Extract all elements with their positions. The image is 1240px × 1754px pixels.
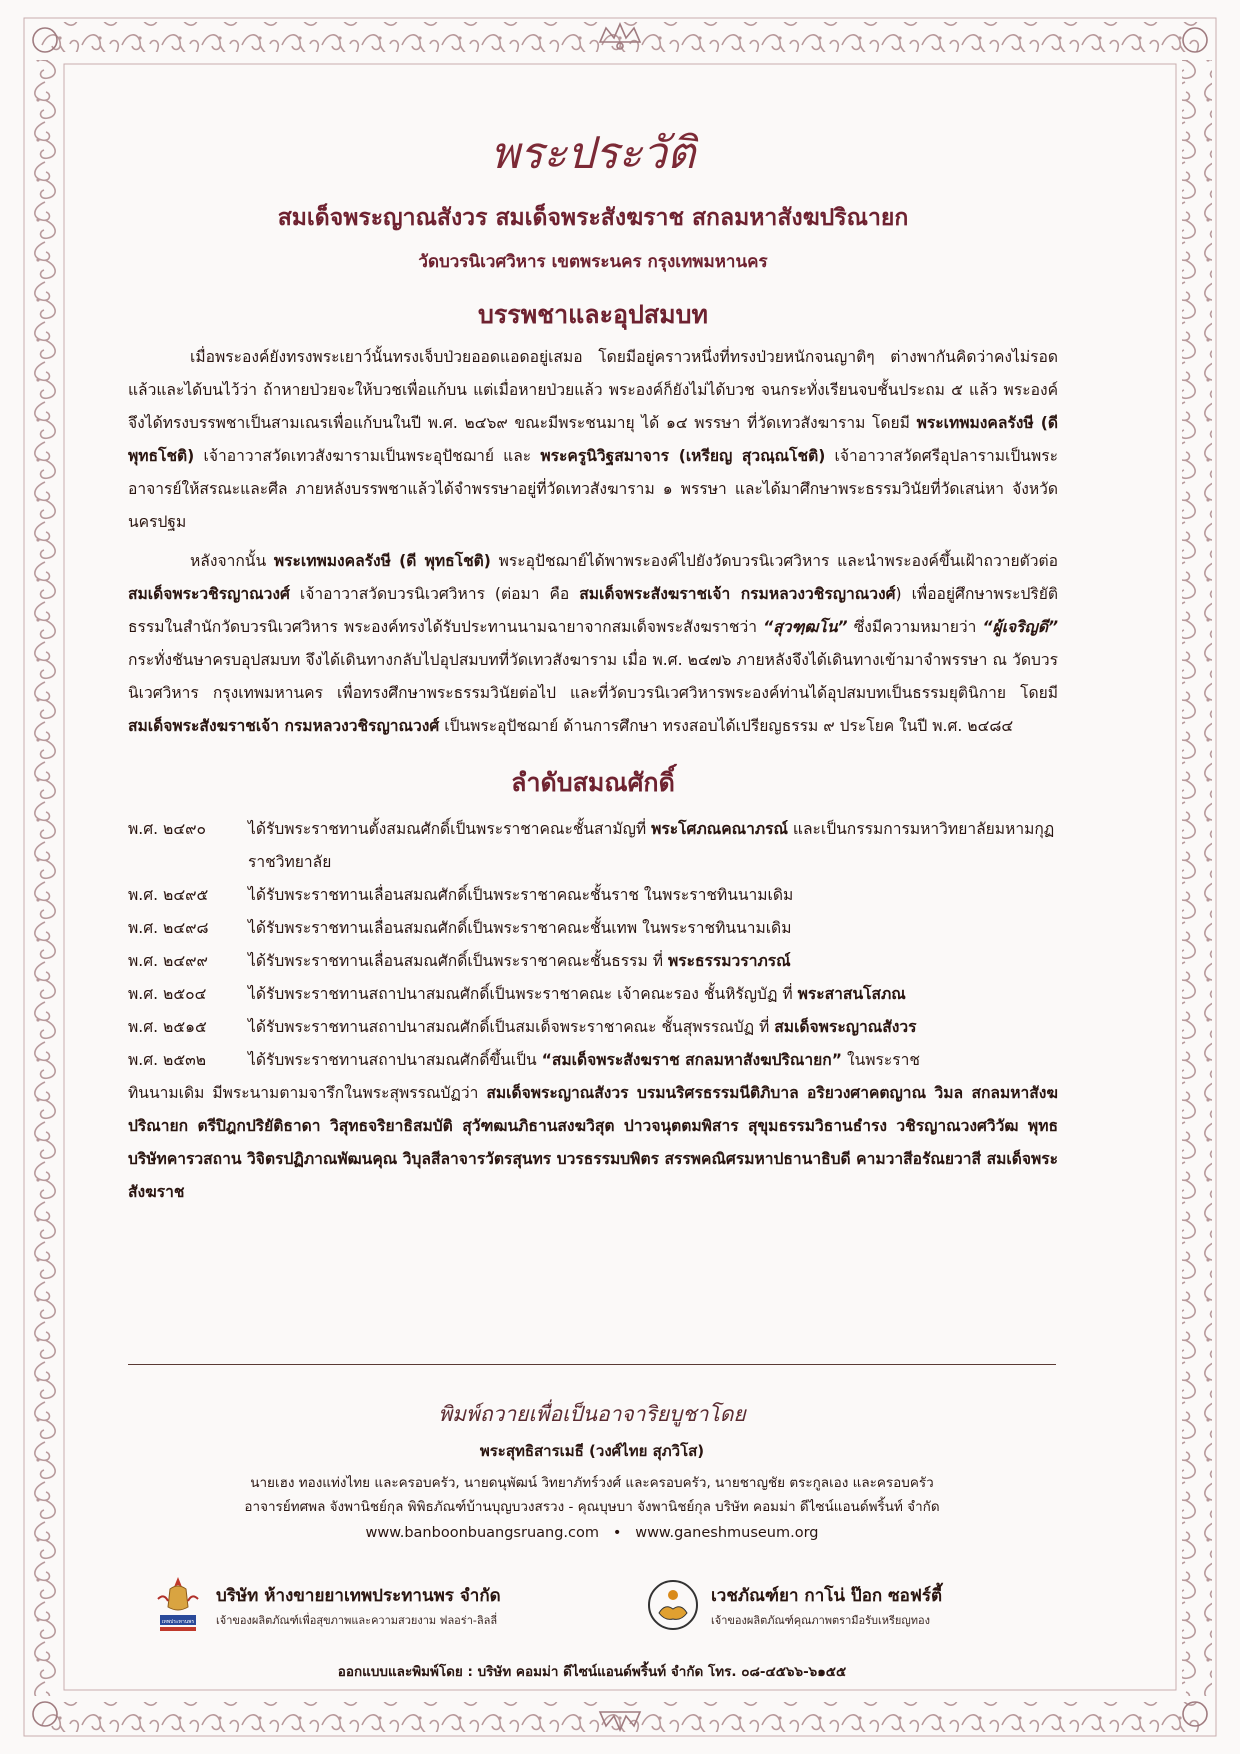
bold-name-text: พระครูนิวิฐสมาจาร (เหรียญ สุวณฺณโชติ) <box>540 447 826 466</box>
company-2-name: เวชภัณฑ์ยา กาโน่ ป๊อก ซอฟร์ตี้ <box>711 1585 943 1606</box>
bold-name-text: พระเทพมงคลรังษี (ดี พุทธโชติ) <box>128 414 1059 466</box>
bold-name-text: สมเด็จพระวชิรญาณวงศ์ <box>128 585 290 604</box>
body-text: เป็นพระอุปัชฌาย์ ด้านการศึกษา ทรงสอบได้เปรียญธรรม ๙ ประโยค ในปี พ.ศ. ๒๔๘๔ <box>439 717 1014 736</box>
company-1-name: บริษัท ห้างขายยาเทพประทานพร จำกัด <box>216 1585 501 1606</box>
body-text: ได้รับพระราชทานตั้งสมณศักดิ์เป็นพระราชาคณะชั้นสามัญที่ <box>248 820 652 839</box>
company-1-description: เจ้าของผลิตภัณฑ์เพื่อสุขภาพและความสวยงาม ฟลอร่า-ลิลลี่ <box>216 1613 498 1627</box>
bold-name-text: สมเด็จพระญาณสังวร บรมนริศรธรรมนีติภิบาล อริยวงศาคตญาณ วิมล สกลมหาสังฆปริณายก ตรีปิฎกปริยัติธาดา วิสุทธจริยาธิสมบัติ สุวัฑฒนภิธานสงฆวิสุต ปาวจนุตตมพิสาร สุขุมธรรมวิธานธำรง วชิรญาณวงศวิวัฒ พุทธบริษัทคารวสถาน วิจิตรปฏิภาณพัฒนคุณ วิบุลสีลาจารวัตรสุนทร บวรธรรมบพิตร สรรพคณิศรมหาปธานาธิบดี คามวาสีอรัณยวาสี สมเด็จพระสังฆราช <box>128 1084 1058 1202</box>
body-text: ได้รับพระราชทานเลื่อนสมณศักดิ์เป็นพระราชาคณะชั้นธรรม ที่ <box>248 952 668 971</box>
bold-name-text: สมเด็จพระสังฆราชเจ้า กรมหลวงวชิรญาณวงศ์ <box>579 585 896 604</box>
hands-logo-icon <box>645 1573 701 1637</box>
footer-divider <box>128 1364 1056 1365</box>
body-text: และเป็นกรรมการมหาวิทยาลัยมหามกุฏราชวิทยาลัย <box>248 820 1055 872</box>
website-link[interactable]: www.banboonbuangsruang.com <box>365 1525 599 1541</box>
italic-term-text: “ผู้เจริญดี” <box>982 618 1058 637</box>
rank-text <box>248 912 1058 945</box>
document-body <box>128 130 1058 1209</box>
rank-text <box>248 1011 1058 1044</box>
rank-text <box>248 879 1058 912</box>
website-link[interactable]: www.ganeshmuseum.org <box>635 1525 819 1541</box>
bold-name-text: “สมเด็จพระสังฆราช สกลมหาสังฆปริณายก” <box>541 1051 842 1070</box>
rank-year: พ.ศ. ๒๕๐๔ <box>128 985 207 1004</box>
rank-list <box>128 813 1058 1209</box>
rank-year: พ.ศ. ๒๔๙๙ <box>128 952 208 971</box>
sponsor-logos <box>150 1573 1050 1643</box>
bold-name-text: สมเด็จพระสังฆราชเจ้า กรมหลวงวชิรญาณวงศ์ <box>128 717 440 736</box>
ordination-paragraph-2 <box>128 545 1058 743</box>
rank-row <box>128 813 1058 879</box>
rank-text <box>248 1044 1058 1077</box>
printer-credit: ออกแบบและพิมพ์โดย : บริษัท คอมม่า ดีไซน์แอนด์พริ้นท์ จำกัด โทร. ๐๘-๔๕๖๖-๖๑๕๕ <box>337 1664 847 1680</box>
rank-year: พ.ศ. ๒๔๙๕ <box>128 886 209 905</box>
body-text: เจ้าอาวาสวัดศรีอุปลารามเป็นพระอาจารย์ให้สรณะและศีล ภายหลังบรรพชาแล้วได้จำพรรษาอยู่ที่วัดเทวสังฆาราม ๑ พรรษา และได้มาศึกษาพระธรรมวินัยที่วัดเสน่หา จังหวัดนครปฐม <box>128 447 1058 532</box>
body-text: หลังจากนั้น <box>190 552 274 571</box>
body-text: พระอุปัชฌาย์ได้พาพระองค์ไปยังวัดบวรนิเวศวิหาร และนำพระองค์ขึ้นเฝ้าถวายตัวต่อ <box>490 552 1059 571</box>
rank-row <box>128 912 1058 945</box>
website-links <box>128 1525 1056 1541</box>
body-text: เจ้าอาวาสวัดเทวสังฆารามเป็นพระอุปัชฌาย์ และ <box>194 447 541 466</box>
bold-name-text: สมเด็จพระญาณสังวร <box>774 1018 917 1037</box>
body-text: เจ้าอาวาสวัดบวรนิเวศวิหาร (ต่อมา คือ <box>289 585 580 604</box>
main-donor: พระสุทธิสารเมธี (วงศ์ไทย สุภวิโส) <box>479 1442 705 1460</box>
rank-row <box>128 879 1058 912</box>
rank-year: พ.ศ. ๒๕๓๒ <box>128 1051 207 1070</box>
donor-list <box>128 1471 1056 1519</box>
body-text: ได้รับพระราชทานสถาปนาสมณศักดิ์เป็นสมเด็จพระราชาคณะ ชั้นสุพรรณบัฏ ที่ <box>248 1018 775 1037</box>
body-text: ในพระราช <box>842 1051 920 1070</box>
bullet-separator: • <box>612 1525 622 1541</box>
italic-term-text: “สุวฑฺฒโน” <box>763 618 848 637</box>
deity-logo-icon <box>150 1573 206 1637</box>
rank-full-title <box>128 1077 1058 1209</box>
sponsor-company-1 <box>150 1573 501 1637</box>
bold-name-text: พระธรรมวราภรณ์ <box>667 952 791 971</box>
body-text: ได้รับพระราชทานเลื่อนสมณศักดิ์เป็นพระราชาคณะชั้นเทพ ในพระราชทินนามเดิม <box>248 919 792 938</box>
bold-name-text: พระโศภณคณาภรณ์ <box>651 820 788 839</box>
rank-year: พ.ศ. ๒๔๙๘ <box>128 919 209 938</box>
body-text: ได้รับพระราชทานสถาปนาสมณศักดิ์เป็นพระราชาคณะ เจ้าคณะรอง ชั้นหิรัญบัฏ ที่ <box>248 985 798 1004</box>
rank-text <box>248 978 1058 1011</box>
bold-name-text: พระสาสนโสภณ <box>797 985 906 1004</box>
rank-row <box>128 1044 1058 1077</box>
document-location: วัดบวรนิเวศวิหาร เขตพระนคร กรุงเทพมหานคร <box>418 252 768 273</box>
body-text: กระทั่งชันษาครบอุปสมบท จึงได้เดินทางกลับไปอุปสมบทที่วัดเทวสังฆาราม เมื่อ พ.ศ. ๒๔๗๖ ภายหลังจึงได้เดินทางเข้ามาจำพรรษา ณ วัดบวรนิเวศวิหาร กรุงเทพมหานคร เพื่อทรงศึกษาพระธรรมวินัยต่อไป และที่วัดบวรนิเวศวิหารพระองค์ท่านได้อุปสมบทเป็นธรรมยุตินิกาย โดยมี <box>128 651 1058 703</box>
rank-year: พ.ศ. ๒๔๙๐ <box>128 820 207 839</box>
dedication-text: พิมพ์ถวายเพื่อเป็นอาจาริยบูชาโดย <box>438 1402 746 1426</box>
body-text: ทินนามเดิม มีพระนามตามจารึกในพระสุพรรณบัฏว่า <box>128 1084 487 1103</box>
donor-line: นายเฮง ทองแท่งไทย และครอบครัว, นายดนุพัฒน์ วิทยาภัทร์วงศ์ และครอบครัว, นายชาญชัย ตระกูลเอง และครอบครัว <box>250 1475 934 1491</box>
sponsor-company-2 <box>645 1573 942 1637</box>
page-title: พระประวัติ <box>490 128 696 179</box>
section-ranks-title: ลำดับสมณศักดิ์ <box>511 768 675 798</box>
body-text: ได้รับพระราชทานสถาปนาสมณศักดิ์ขึ้นเป็น <box>248 1051 542 1070</box>
rank-text <box>248 813 1058 879</box>
rank-year: พ.ศ. ๒๕๑๕ <box>128 1018 207 1037</box>
body-text: เมื่อพระองค์ยังทรงพระเยาว์นั้นทรงเจ็บป่วยออดแอดอยู่เสมอ โดยมีอยู่คราวหนึ่งที่ทรงป่วยหนักจนญาติๆ ต่างพากันคิดว่าคงไม่รอดแล้วและได้บนไว้ว่า ถ้าหายป่วยจะให้บวชเพื่อแก้บน แต่เมื่อหายป่วยแล้ว พระองค์ก็ยังไม่ได้บวช จนกระทั่งเรียนจบชั้นประถม ๕ แล้ว พระองค์จึงได้ทรงบรรพชาเป็นสามเณรเพื่อแก้บนในปี พ.ศ. ๒๔๖๙ ขณะมีพระชนมายุ ได้ ๑๔ พรรษา ที่วัดเทวสังฆาราม โดยมี <box>128 348 1058 433</box>
svg-text:เทพประทานพร: เทพประทานพร <box>161 1619 195 1625</box>
body-text: ) เพื่ออยู่ศึกษาพระปริยัติธรรมในสำนักวัดบวรนิเวศวิหาร พระองค์ทรงได้รับประทานนามฉายาจากสมเด็จพระสังฆราชว่า <box>128 585 1059 637</box>
body-text: ซึ่งมีความหมายว่า <box>847 618 983 637</box>
footer <box>128 1380 1056 1541</box>
section-ordination-title: บรรพชาและอุปสมบท <box>477 300 709 330</box>
rank-row <box>128 978 1058 1011</box>
rank-text <box>248 945 1058 978</box>
company-2-description: เจ้าของผลิตภัณฑ์คุณภาพตรามือรับเหรียญทอง <box>711 1613 930 1627</box>
ordination-paragraph-1 <box>128 341 1058 539</box>
document-subtitle: สมเด็จพระญาณสังวร สมเด็จพระสังฆราช สกลมหาสังฆปริณายก <box>277 205 909 232</box>
body-text: ได้รับพระราชทานเลื่อนสมณศักดิ์เป็นพระราชาคณะชั้นราช ในพระราชทินนามเดิม <box>248 886 794 905</box>
bold-name-text: พระเทพมงคลรังษี (ดี พุทธโชติ) <box>273 552 491 571</box>
donor-line: อาจารย์ทศพล จังพานิชย์กุล พิพิธภัณฑ์บ้านบุญบวงสรวง - คุณบุษบา จังพานิชย์กุล บริษัท คอมม่า ดีไซน์แอนด์พริ้นท์ จำกัด <box>244 1499 940 1515</box>
rank-row <box>128 1011 1058 1044</box>
rank-row <box>128 945 1058 978</box>
